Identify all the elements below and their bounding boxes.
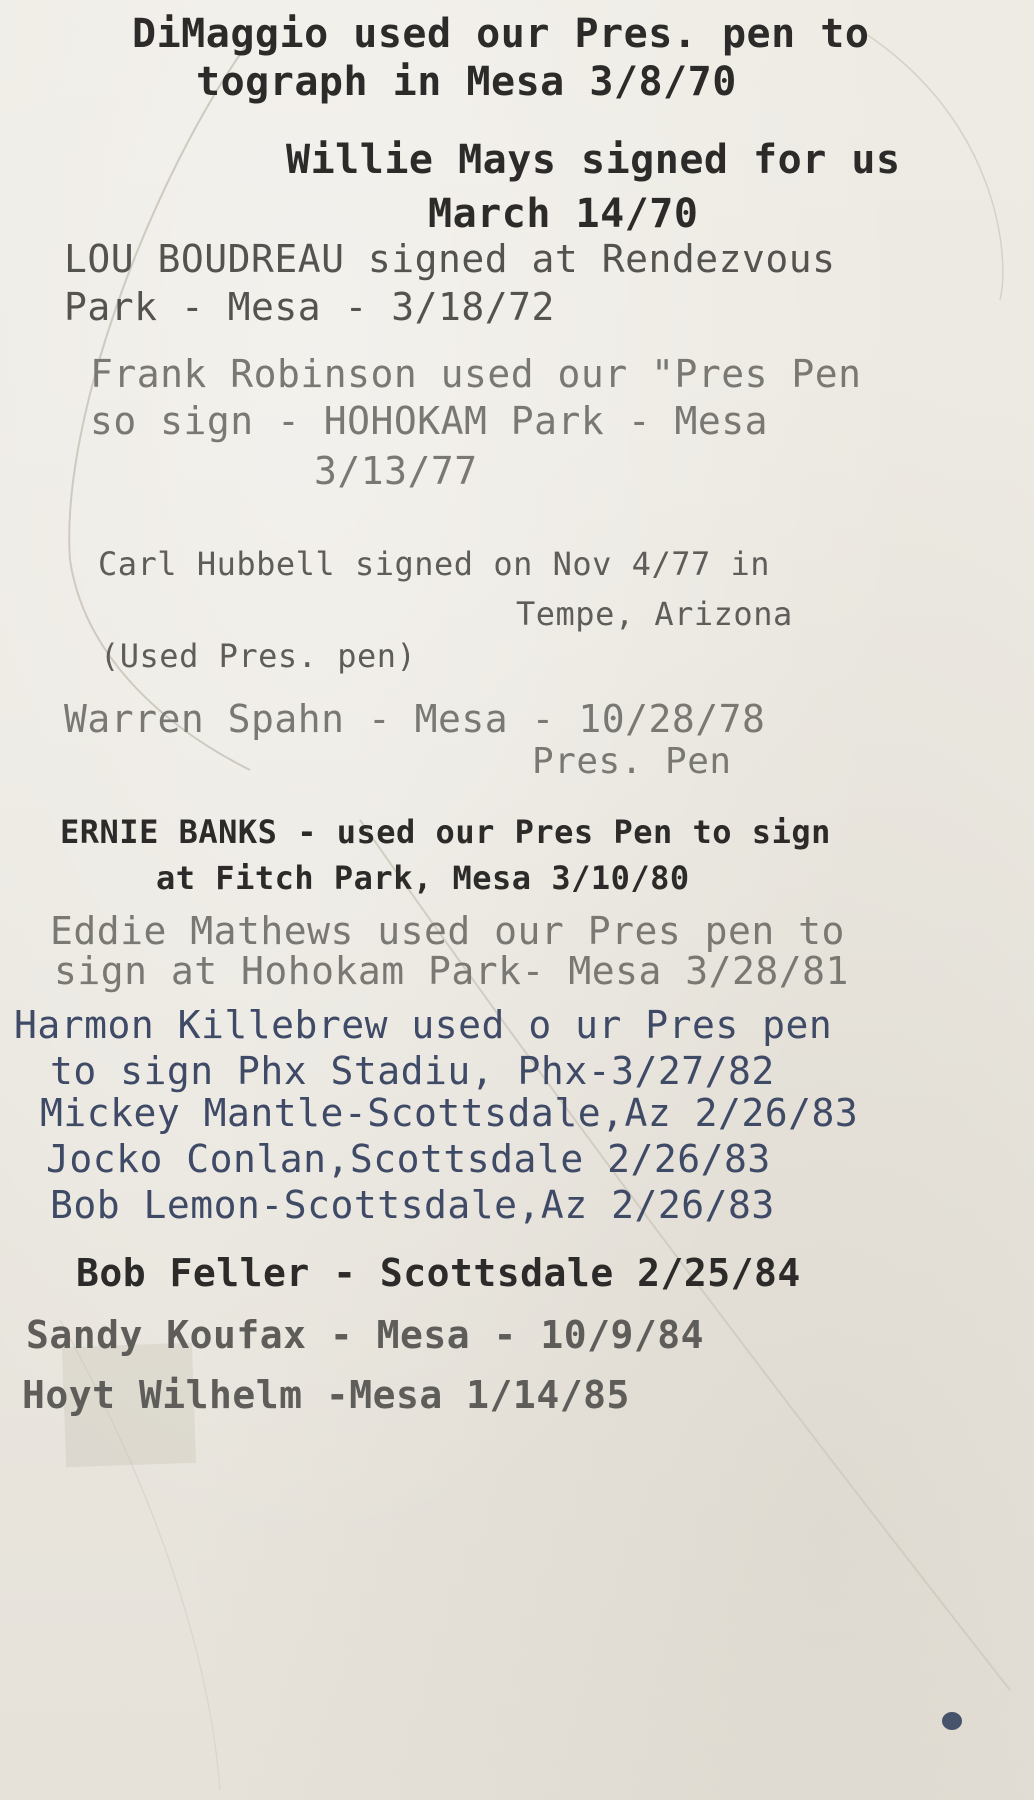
boudreau-line-1: LOU BOUDREAU signed at Rendezvous (64, 237, 836, 281)
spahn-line-2: Pres. Pen (532, 741, 732, 782)
koufax-line: Sandy Koufax - Mesa - 10/9/84 (26, 1313, 704, 1357)
dimaggio-line-2: tograph in Mesa 3/8/70 (196, 59, 737, 105)
conlan-line: Jocko Conlan,Scottsdale 2/26/83 (46, 1137, 771, 1181)
robinson-line-3: 3/13/77 (314, 449, 478, 493)
feller-line: Bob Feller - Scottsdale 2/25/84 (76, 1251, 801, 1295)
hubbell-line-1: Carl Hubbell signed on Nov 4/77 in (98, 545, 771, 583)
spahn-line-1: Warren Spahn - Mesa - 10/28/78 (64, 697, 766, 741)
dimaggio-line-1: DiMaggio used our Pres. pen to (132, 11, 870, 57)
killebrew-line-2: to sign Phx Stadiu, Phx-3/27/82 (50, 1049, 775, 1093)
robinson-line-2: so sign - HOHOKAM Park - Mesa (90, 399, 768, 443)
hubbell-line-2: Tempe, Arizona (516, 595, 793, 633)
killebrew-line-1: Harmon Killebrew used o ur Pres pen (14, 1003, 833, 1047)
boudreau-line-2: Park - Mesa - 3/18/72 (64, 285, 555, 329)
mays-line-2: March 14/70 (428, 191, 699, 237)
ink-spot (942, 1712, 962, 1730)
mays-line-1: Willie Mays signed for us (286, 137, 901, 183)
mantle-line: Mickey Mantle-Scottsdale,Az 2/26/83 (40, 1091, 859, 1135)
banks-line-2: at Fitch Park, Mesa 3/10/80 (156, 859, 690, 897)
mathews-line-2: sign at Hohokam Park- Mesa 3/28/81 (54, 949, 849, 993)
hubbell-line-3: (Used Pres. pen) (100, 637, 417, 675)
lemon-line: Bob Lemon-Scottsdale,Az 2/26/83 (50, 1183, 775, 1227)
banks-line-1: ERNIE BANKS - used our Pres Pen to sign (60, 813, 831, 851)
wilhelm-line: Hoyt Wilhelm -Mesa 1/14/85 (22, 1373, 630, 1417)
mathews-line-1: Eddie Mathews used our Pres pen to (50, 909, 845, 953)
robinson-line-1: Frank Robinson used our "Pres Pen (90, 352, 862, 396)
